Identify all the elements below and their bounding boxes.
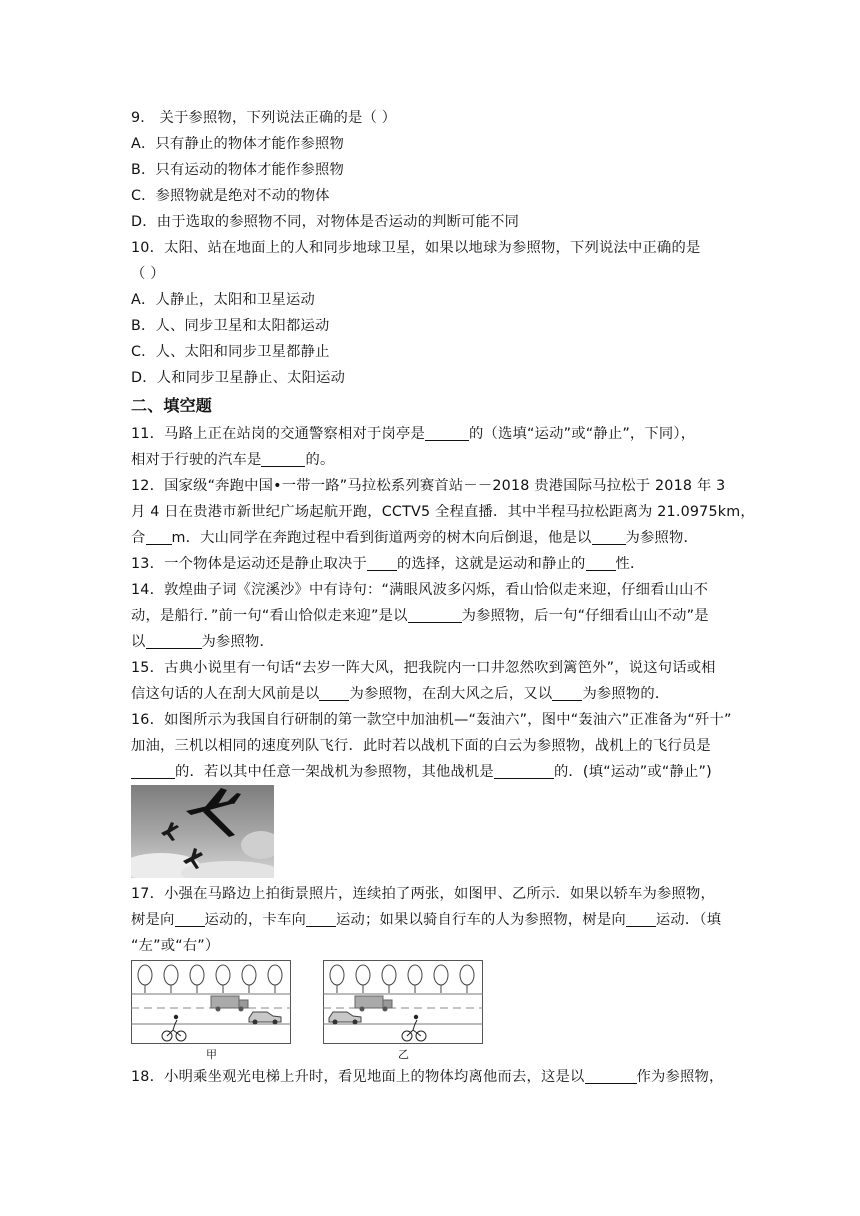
- answer-blank: [306, 912, 336, 927]
- q12-text-a: 合: [131, 530, 146, 546]
- answer-blank: [175, 912, 205, 927]
- q17-line2: [131, 910, 721, 930]
- q9-option-a: A．只有静止的物体才能作参照物: [131, 136, 344, 152]
- q10-stem-line1: 10．太阳、站在地面上的人和同步地球卫星，如果以地球为参照物，下列说法中正确的是: [131, 240, 701, 256]
- q13-line1: [131, 554, 645, 574]
- q12-line1: 12．国家级“奔跑中国•一带一路”马拉松系列赛首站－－2018 贵港国际马拉松于 2018 年 3: [131, 478, 726, 494]
- street-scene-jia: [131, 960, 291, 1044]
- q18-line1: [131, 1067, 723, 1087]
- answer-blank: [586, 556, 616, 571]
- street-scene-yi: [323, 960, 483, 1044]
- q11-line2: [131, 450, 334, 470]
- q10-option-a: A．人静止，太阳和卫星运动: [131, 292, 315, 308]
- answer-blank: [585, 1069, 637, 1084]
- q18-text-2: 作为参照物，: [636, 1069, 724, 1085]
- q9-option-b: B．只有运动的物体才能作参照物: [131, 162, 344, 178]
- q14-text-d: 为参照物．: [201, 634, 274, 650]
- q14-line1: 14．敦煌曲子词《浣溪沙》中有诗句：“满眼风波多闪烁，看山恰似走来迎，仔细看山山不: [131, 582, 709, 598]
- q12-text-b: m．大山同学在奔跑过程中看到街道两旁的树木向后倒退，他是以: [171, 530, 592, 546]
- answer-blank: [408, 608, 462, 623]
- q11-text-1: 11．马路上正在站岗的交通警察相对于岗亭是: [131, 426, 426, 442]
- q17-text-c: 运动；如果以骑自行车的人为参照物，树是向: [335, 912, 626, 928]
- answer-blank: [494, 764, 554, 779]
- q14-text-a: 动，是船行．”前一句“看山恰似走来迎”是以: [131, 608, 408, 624]
- q10-option-b: B．人、同步卫星和太阳都运动: [131, 318, 330, 334]
- answer-blank: [146, 530, 172, 545]
- q9-option-d: D．由于选取的参照物不同，对物体是否运动的判断可能不同: [131, 214, 520, 230]
- q10-stem-line2: （ ）: [131, 266, 165, 282]
- q15-line2: [131, 684, 669, 704]
- q11-text-3: 相对于行驶的汽车是: [131, 452, 262, 468]
- figure-caption-yi: 乙: [398, 1048, 409, 1061]
- section-heading: 二、填空题: [131, 396, 213, 415]
- q12-line3: [131, 528, 698, 548]
- q14-line2: [131, 606, 709, 626]
- q17-text-b: 运动的，卡车向: [204, 912, 306, 928]
- q13-text-2: 的选择，这就是运动和静止的: [397, 556, 586, 572]
- q17-text-d: 运动．（填: [655, 912, 722, 928]
- q13-text-1: 13．一个物体是运动还是静止取决于: [131, 556, 368, 572]
- q9-stem: 9． 关于参照物，下列说法正确的是（ ）: [131, 110, 397, 126]
- q17-text-a: 树是向: [131, 912, 175, 928]
- q16-line2: 加油，三机以相同的速度列队飞行．此时若以战机下面的白云为参照物，战机上的飞行员是: [131, 738, 711, 754]
- answer-blank: [425, 426, 469, 441]
- q14-text-c: 以: [131, 634, 146, 650]
- q15-text-a: 信这句话的人在刮大风前是以: [131, 686, 320, 702]
- answer-blank: [319, 686, 349, 701]
- q16-text-a: 的．若以其中任意一架战机为参照物，其他战机是: [175, 764, 494, 780]
- q18-text-1: 18．小明乘坐观光电梯上升时，看见地面上的物体均离他而去，这是以: [131, 1069, 585, 1085]
- q11-line1: [131, 424, 695, 444]
- q10-option-d: D．人和同步卫星静止、太阳运动: [131, 370, 346, 386]
- answer-blank: [626, 912, 656, 927]
- figure-caption-jia: 甲: [206, 1048, 217, 1061]
- q17-line3: “左”或“右”）: [131, 938, 220, 954]
- q15-line1: 15．古典小说里有一句话“去岁一阵大风，把我院内一口井忽然吹到篱笆外”，说这句话或相: [131, 660, 716, 676]
- q14-text-b: 为参照物，后一句“仔细看山山不动”是: [461, 608, 709, 624]
- answer-blank: [131, 764, 175, 779]
- q15-text-b: 为参照物，在刮大风之后，又以: [349, 686, 553, 702]
- q13-text-3: 性．: [615, 556, 645, 572]
- q10-option-c: C．人、太阳和同步卫星都静止: [131, 344, 330, 360]
- q9-option-c: C．参照物就是绝对不动的物体: [131, 188, 330, 204]
- aircraft-photo: [131, 785, 274, 878]
- q16-line3: [131, 762, 712, 782]
- answer-blank: [146, 634, 202, 649]
- answer-blank: [367, 556, 397, 571]
- q16-text-b: 的．(填“运动”或“静止”): [553, 764, 712, 780]
- answer-blank: [261, 452, 305, 467]
- q11-text-2: 的（选填“运动”或“静止”，下同），: [469, 426, 696, 442]
- q12-text-c: 为参照物．: [625, 530, 699, 546]
- answer-blank: [592, 530, 626, 545]
- q12-line2: 月 4 日在贵港市新世纪广场起航开跑，CCTV5 全程直播．其中半程马拉松距离为 21.0975km，: [131, 504, 755, 520]
- answer-blank: [552, 686, 582, 701]
- q15-text-c: 为参照物的．: [582, 686, 670, 702]
- q17-line1: 17．小强在马路边上拍街景照片，连续拍了两张，如图甲、乙所示．如果以轿车为参照物，: [131, 886, 715, 902]
- q11-text-4: 的。: [305, 452, 335, 468]
- q14-line3: [131, 632, 274, 652]
- q16-line1: 16．如图所示为我国自行研制的第一款空中加油机—“轰油六”，图中“轰油六”正准备为“歼十”: [131, 712, 732, 728]
